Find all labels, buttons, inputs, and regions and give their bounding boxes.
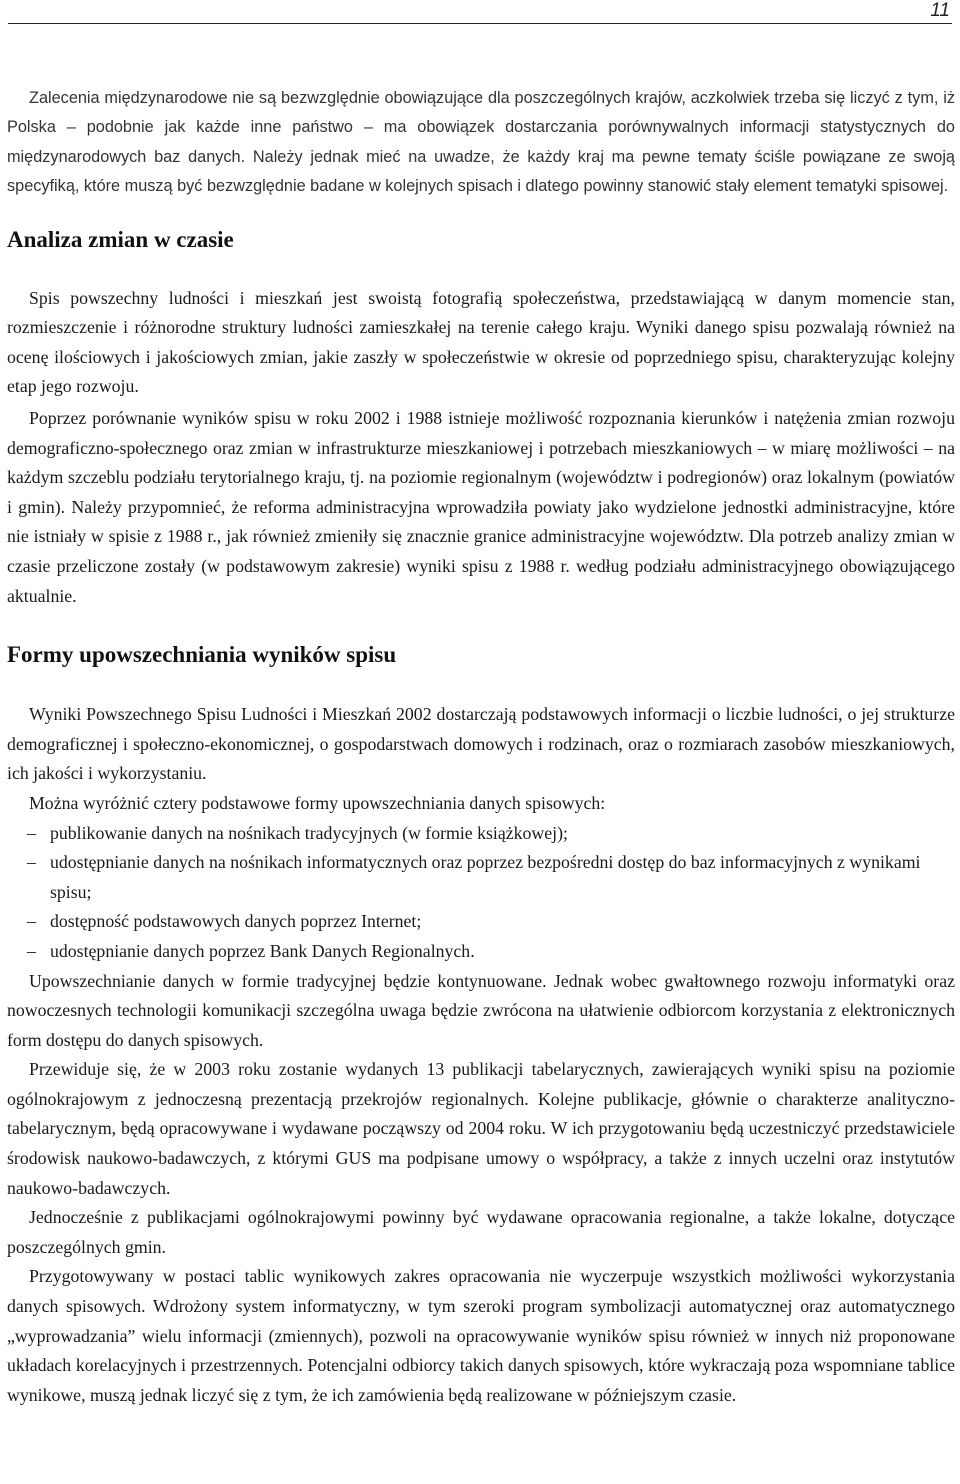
page-number: 11 <box>930 0 950 21</box>
dash-bullet: – <box>27 852 36 873</box>
document-body <box>7 84 955 1410</box>
list-item-text: dostępność podstawowych danych poprzez Internet; <box>50 911 422 932</box>
intro-paragraph: Zalecenia międzynarodowe nie są bezwzględnie obowiązujące dla poszczególnych krajów, aczkolwiek trzeba się liczyć z tym, iż Polska – podobnie jak każde inne państwo – ma obowiązek dostarczania porównywalnych informacji statystycznych do międzynarodowych baz danych. Należy jednak mieć na uwadze, że każdy kraj ma pewne tematy ściśle powiązane ze swoją specyfiką, które muszą być bezwzględnie badane w kolejnych spisach i dlatego powinny stanowić stały element tematyki spisowej. <box>7 89 955 196</box>
list-item <box>7 937 955 967</box>
list-item <box>7 848 955 907</box>
list-item-text: udostępnianie danych poprzez Bank Danych Regionalnych. <box>50 940 475 961</box>
formy-paragraph-6: Przygotowywany w postaci tablic wynikowych zakres opracowania nie wyczerpuje wszystkich możliwości wykorzystania danych spisowych. Wdrożony system informatyczny, w tym szeroki program symbolizacji automatycznej oraz automatycznego „wyprowadzania” wielu informacji (zmiennych), pozwoli na opracowywanie wyników spisu również w innych niż proponowane układach korelacyjnych i przestrzennych. Potencjalni odbiorcy takich danych spisowych, które wykraczają poza wspomniane tablice wynikowe, muszą jednak liczyć się z tym, że ich zamówienia będą realizowane w późniejszym czasie. <box>7 1266 955 1405</box>
formy-paragraph-1: Wyniki Powszechnego Spisu Ludności i Mieszkań 2002 dostarczają podstawowych informacji o liczbie ludności, o jej strukturze demograficznej i społeczno-ekonomicznej, o gospodarstwach domowych i rodzinach, oraz o rozmiarach zasobów mieszkaniowych, ich jakości i wykorzystaniu. <box>7 704 955 784</box>
formy-paragraph-2: Można wyróżnić cztery podstawowe formy upowszechniania danych spisowych: <box>29 792 606 813</box>
dash-bullet: – <box>27 822 36 843</box>
formy-paragraph-5: Jednocześnie z publikacjami ogólnokrajowymi powinny być wydawane opracowania regionalne, a także lokalne, dotyczące poszczególnych gmin. <box>7 1207 955 1257</box>
section-title-formy: Formy upowszechniania wyników spisu <box>7 642 397 668</box>
list-item <box>7 907 955 937</box>
analiza-paragraph-1: Spis powszechny ludności i mieszkań jest swoistą fotografią społeczeństwa, przedstawiającą w danym momencie stan, rozmieszczenie i różnorodne struktury ludności zamieszkałej na terenie całego kraju. Wyniki danego spisu pozwalają również na ocenę ilościowych i jakościowych zmian, jakie zaszły w społeczeństwie w okresie od poprzedniego spisu, charakteryzując kolejny etap jego rozwoju. <box>7 287 955 397</box>
dash-bullet: – <box>27 911 36 932</box>
header-rule <box>8 23 952 24</box>
list-item-text: udostępnianie danych na nośnikach informatycznych oraz poprzez bezpośredni dostęp do baz informacyjnych z wynikami spisu; <box>50 852 921 902</box>
dissemination-forms-list <box>7 819 955 967</box>
formy-paragraph-3: Upowszechnianie danych w formie tradycyjnej będzie kontynuowane. Jednak wobec gwałtownego rozwoju informatyki oraz nowoczesnych technologii komunikacji szczególna uwaga będzie zwrócona na ułatwienie odbiorcom korzystania z elektronicznych form dostępu do danych spisowych. <box>7 970 955 1050</box>
formy-paragraph-4: Przewiduje się, że w 2003 roku zostanie wydanych 13 publikacji tabelarycznych, zawierających wyniki spisu na poziomie ogólnokrajowym z jednoczesną prezentacją przekrojów regionalnych. Kolejne publikacje, głównie o charakterze analityczno-tabelarycznym, będą opracowywane i wydawane począwszy od 2004 roku. W ich przygotowaniu będą uczestniczyć przedstawiciele środowisk naukowo-badawczych, z którymi GUS ma podpisane umowy o współpracy, a także z innych uczelni oraz instytutów naukowo-badawczych. <box>7 1059 955 1198</box>
list-item-text: publikowanie danych na nośnikach tradycyjnych (w formie książkowej); <box>50 822 568 843</box>
section-title-analiza: Analiza zmian w czasie <box>7 226 234 252</box>
analiza-paragraph-2: Poprzez porównanie wyników spisu w roku 2002 i 1988 istnieje możliwość rozpoznania kierunków i natężenia zmian rozwoju demograficzno-społecznego oraz zmian w infrastrukturze mieszkaniowej i potrzebach mieszkaniowych – w miarę możliwości – na każdym szczeblu podziału terytorialnego kraju, tj. na poziomie regionalnym (województw i podregionów) oraz lokalnym (powiatów i gmin). Należy przypomnieć, że reforma administracyjna wprowadziła powiaty jako wydzielone jednostki administracyjne, które nie istniały w spisie z 1988 r., jak również zmieniły się znacznie granice administracyjne województw. Dla potrzeb analizy zmian w czasie przeliczone zostały (w podstawowym zakresie) wyniki spisu z 1988 r. według podziału administracyjnego obowiązującego aktualnie. <box>7 408 955 606</box>
list-item <box>7 819 955 849</box>
dash-bullet: – <box>27 940 36 961</box>
